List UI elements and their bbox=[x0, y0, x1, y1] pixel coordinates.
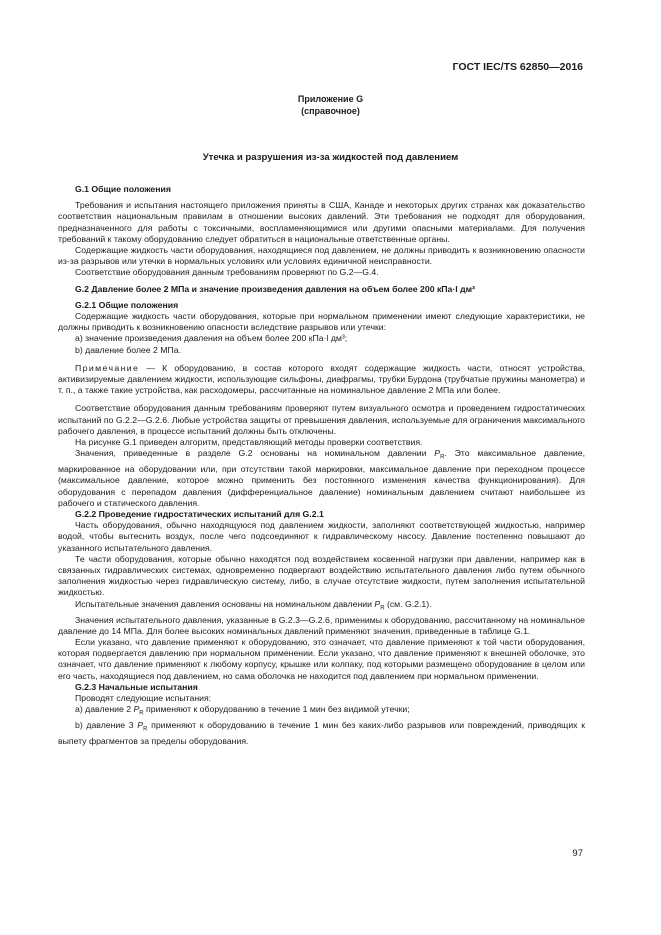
paragraph: Те части оборудования, которые обычно находятся под воздействием косвенной нагрузки при давлении, например как в связанных гидравлических системах, одновременно подвергают воздействию испытательного давления либо путем обычного заполнения жидкостью через гидравлическую систему, либо, в случае отсутствие жидкости, путем заполнения испытательной жидкостью. bbox=[58, 553, 585, 598]
symbol-subscript: R bbox=[143, 726, 148, 733]
annex-heading bbox=[0, 93, 661, 117]
section-heading-g21: G.2.1 Общие положения bbox=[75, 299, 179, 310]
paragraph: На рисунке G.1 приведен алгоритм, представляющий методы проверки соответствия. bbox=[75, 437, 423, 448]
symbol-p: P bbox=[374, 598, 381, 609]
main-title: Утечка и разрушения из-за жидкостей под давлением bbox=[202, 152, 459, 163]
paragraph-text: . Это максимальное давление, маркированное на оборудовании или, при отсутствии такой маркировки, максимальное давление при переходном процессе (максимальное давление, которое можно применить без постоянного изменения качества функционирования). Для оборудования с перепадом давления (дифференциальное давление) номинальным давлением считают наибольшее из рабочего и статического давления. bbox=[58, 448, 586, 508]
section-heading-g1: G.1 Общие положения bbox=[75, 184, 171, 194]
annex-title: Приложение G bbox=[297, 94, 364, 104]
page-number: 97 bbox=[572, 848, 583, 859]
list-item: b) давление более 2 МПа. bbox=[75, 344, 181, 355]
document-id: ГОСТ IEC/TS 62850—2016 bbox=[452, 61, 583, 73]
paragraph-text: Значения, приведенные в разделе G.2 основаны на номинальном давлении bbox=[75, 448, 435, 459]
paragraph: Если указано, что давление применяют к оборудованию, это означает, что давление применяют к той части оборудования, которая подвергается давлению при нормальном применении. Если указано, что давление применяют к внешней оболочке, это означает, что давление применяют к любому корпусу, крышке или колпаку, под которыми размещено оборудование в целом или его часть, находящиеся под давлением, но сама оболочка не находится под давлением при нормальном применении. bbox=[58, 636, 585, 681]
list-item-text: применяют к оборудованию в течение 1 мин без видимой утечки; bbox=[143, 704, 410, 715]
symbol-subscript: R bbox=[440, 455, 445, 461]
section-heading-g23: G.2.3 Начальные испытания bbox=[75, 681, 198, 692]
paragraph: Содержащие жидкость части оборудования, находящиеся под давлением, не должны приводить к возникновению опасности из-за разрывов или утечки в нормальных условиях или условиях единичной неисправности. bbox=[58, 245, 585, 267]
list-item bbox=[58, 720, 585, 747]
paragraph: Значения испытательного давления, указанные в G.2.3—G.2.6, применимы к оборудованию, рассчитанному на номинальное давление до 14 МПа. Для более высоких номинальных давлений применяют значения, приведенные в таблице G.1. bbox=[58, 614, 585, 636]
list-item: a) значение произведения давления на объем более 200 кПа·l дм³; bbox=[75, 333, 348, 344]
paragraph bbox=[58, 448, 585, 509]
symbol-p: P bbox=[137, 720, 144, 731]
symbol-p: P bbox=[434, 448, 441, 459]
annex-type: (справочное) bbox=[301, 106, 360, 116]
symbol-p: P bbox=[133, 704, 140, 715]
paragraph: Соответствие оборудования данным требованиям проверяют по G.2—G.4. bbox=[75, 267, 379, 278]
note bbox=[58, 363, 585, 397]
section-heading-g2: G.2 Давление более 2 МПа и значение произведения давления на объем более 200 кПа·l дм³ bbox=[75, 283, 475, 294]
paragraph: Содержащие жидкость части оборудования, которые при нормальном применении имеют следующие характеристики, не должны приводить к возникновению опасности вследствие разрывов или утечки: bbox=[58, 311, 585, 333]
symbol-subscript: R bbox=[380, 605, 385, 612]
symbol-subscript: R bbox=[139, 710, 144, 717]
paragraph: Требования и испытания настоящего приложения приняты в США, Канаде и некоторых других странах как доказательство соответствия национальным правилам в отношении высоких давлений. Эти требования не подходят для оборудования, предназначенного для работы с токсичными, воспламеняющимися или другими опасными материалами. Для получения требований к такому оборудованию следует обратиться в национальные ответственные органы. bbox=[58, 200, 585, 244]
note-text: — К оборудованию, в состав которого входят содержащие жидкость части, относят устройства, активизируемые давлением жидкости, использующие сильфоны, диафрагмы, трубки Бурдона (трубчатые пружины манометра) и т. п., а также такие устройства, как расходомеры, рассчитанные на номинальное давление 2 МПа или более. bbox=[58, 362, 585, 396]
list-item-text: a) давление 2 bbox=[75, 704, 134, 715]
list-item-text: применяют к оборудованию в течение 1 мин без каких-либо разрывов или повреждений, приводящих к выпету фрагментов за пределы оборудования. bbox=[58, 720, 586, 747]
paragraph bbox=[58, 599, 585, 615]
body-text bbox=[58, 184, 585, 747]
section-heading-g22: G.2.2 Проведение гидростатических испытаний для G.2.1 bbox=[75, 509, 324, 520]
paragraph-text: (см. G.2.1). bbox=[384, 598, 432, 609]
paragraph: Соответствие оборудования данным требованиям проверяют путем визуального осмотра и проведением гидростатических испытаний по G.2.2—G.2.6. Любые устройства защиты от превышения давления, используемые для ограничения максимального рабочего давления, в процессе испытаний должны быть отключены. bbox=[58, 403, 585, 436]
paragraph: Проводят следующие испытания: bbox=[75, 693, 212, 703]
list-item bbox=[58, 704, 585, 720]
paragraph-text: Испытательные значения давления основаны на номинальном давлении bbox=[75, 598, 375, 609]
note-label: Примечание bbox=[75, 362, 140, 373]
list-item-text: b) давление 3 bbox=[75, 720, 138, 731]
paragraph: Часть оборудования, обычно находящуюся под давлением жидкости, заполняют соответствующей жидкостью, например водой, чтобы вытеснить воздух, после чего подсоединяют к гидравлическому насосу. Давление постепенно повышают до указанного испытательного давления. bbox=[58, 520, 585, 553]
